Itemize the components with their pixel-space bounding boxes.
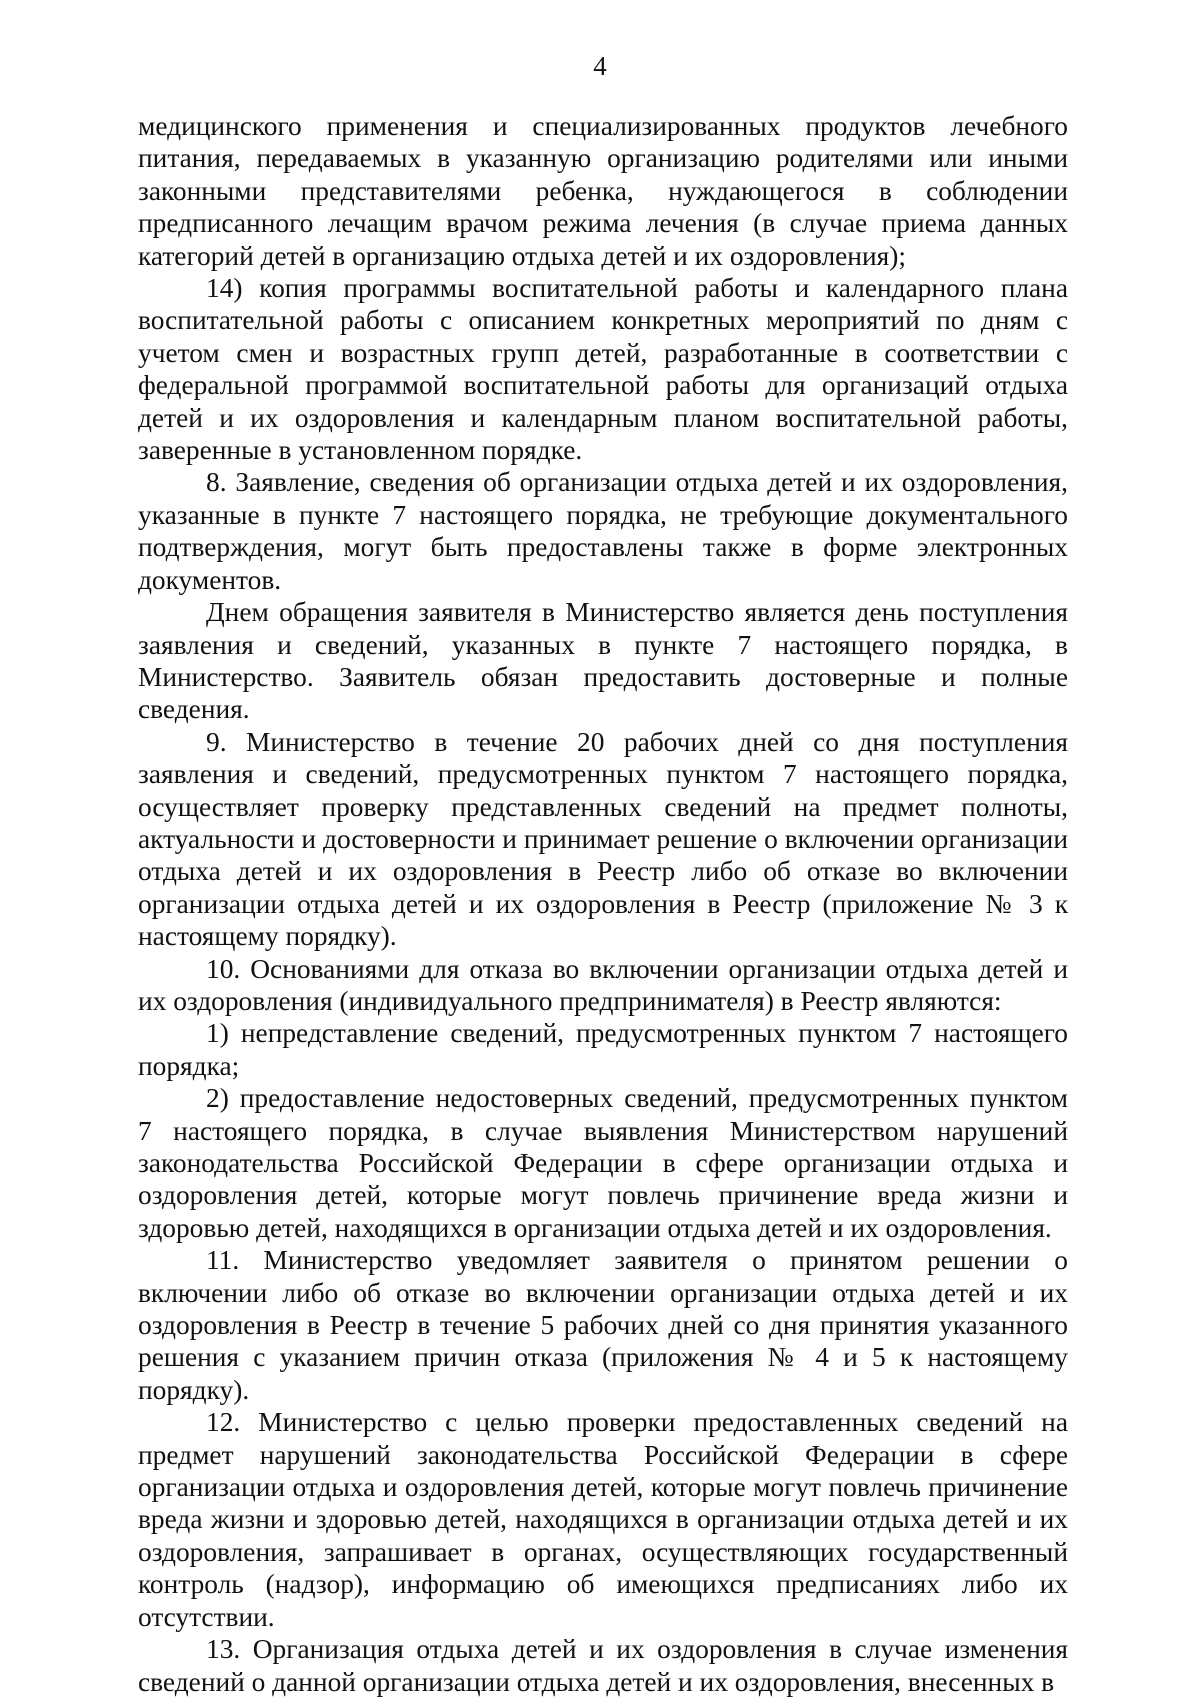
paragraph-clause-11: 11. Министерство уведомляет заявителя о принятом решении о включении либо об отказе во включении организации отдыха детей и их оздоровления в Реестр в течение 5 рабочих дней со дня принятия указанного решения с указанием причин отказа (приложения № 4 и 5 к настоящему порядку). bbox=[138, 1245, 1068, 1405]
paragraph-item-14: 14) копия программы воспитательной работы и календарного плана воспитательной работы с описанием конкретных мероприятий по дням с учетом смен и возрастных групп детей, разработанные в соответствии с федеральной программой воспитательной работы для организаций отдыха детей и их оздоровления и календарным планом воспитательной работы, заверенные в установленном порядке. bbox=[138, 273, 1068, 466]
page-number: 4 bbox=[593, 51, 607, 81]
document-body bbox=[138, 110, 1068, 1698]
paragraph-continuation: медицинского применения и специализированных продуктов лечебного питания, передаваемых в указанную организацию родителями или иными законными представителями ребенка, нуждающегося в соблюдении предписанного лечащим врачом режима лечения (в случае приема данных категорий детей в организацию отдыха детей и их оздоровления); bbox=[138, 111, 1068, 271]
paragraph-refusal-ground-1: 1) непредставление сведений, предусмотренных пунктом 7 настоящего порядка; bbox=[138, 1018, 1068, 1081]
paragraph-clause-10: 10. Основаниями для отказа во включении организации отдыха детей и их оздоровления (индивидуального предпринимателя) в Реестр являются: bbox=[138, 953, 1068, 1016]
paragraph-refusal-ground-2: 2) предоставление недостоверных сведений, предусмотренных пунктом 7 настоящего порядка, в случае выявления Министерством нарушений законодательства Российской Федерации в сфере организации отдыха и оздоровления детей, которые могут повлечь причинение вреда жизни и здоровью детей, находящихся в организации отдыха детей и их оздоровления. bbox=[138, 1083, 1068, 1243]
paragraph-clause-8: 8. Заявление, сведения об организации отдыха детей и их оздоровления, указанные в пункте 7 настоящего порядка, не требующие документального подтверждения, могут быть предоставлены также в форме электронных документов. bbox=[138, 467, 1068, 595]
paragraph-clause-12: 12. Министерство с целью проверки предоставленных сведений на предмет нарушений законодательства Российской Федерации в сфере организации отдыха и оздоровления детей, которые могут повлечь причинение вреда жизни и здоровью детей, находящихся в организации отдыха детей и их оздоровления, запрашивает в органах, осуществляющих государственный контроль (надзор), информацию об имеющихся предписаниях либо их отсутствии. bbox=[138, 1407, 1068, 1632]
paragraph-clause-9: 9. Министерство в течение 20 рабочих дней со дня поступления заявления и сведений, предусмотренных пунктом 7 настоящего порядка, осуществляет проверку представленных сведений на предмет полноты, актуальности и достоверности и принимает решение о включении организации отдыха детей и их оздоровления в Реестр либо об отказе во включении организации отдыха детей и их оздоровления в Реестр (приложение № 3 к настоящему порядку). bbox=[138, 726, 1068, 952]
paragraph-clause-13: 13. Организация отдыха детей и их оздоровления в случае изменения сведений о данной организации отдыха детей и их оздоровления, внесенных в bbox=[138, 1634, 1068, 1697]
paragraph-application-date: Днем обращения заявителя в Министерство является день поступления заявления и сведений, указанных в пункте 7 настоящего порядка, в Министерство. Заявитель обязан предоставить достоверные и полные сведения. bbox=[138, 597, 1068, 725]
